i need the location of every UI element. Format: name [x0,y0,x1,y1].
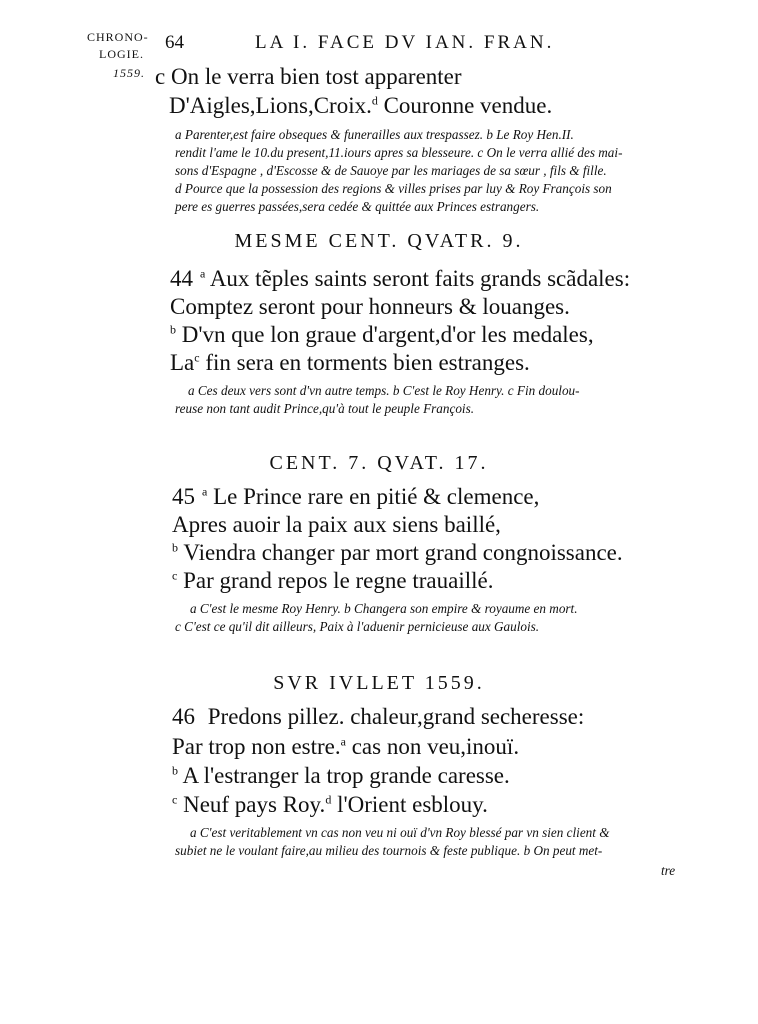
verse-text: Comptez seront pour honneurs & louanges. [170,294,570,319]
verse-line [170,292,570,321]
footnote-line: a Ces deux vers sont d'vn autre temps. b C'est le Roy Henry. c Fin doulou- [188,383,580,398]
footnote-line: reuse non tant audit Prince,qu'à tout le peuple François. [175,401,475,416]
verse-text: Le Prince rare en pitié & clemence, [213,484,540,509]
verse-text: D'vn que lon graue d'argent,d'or les medales, [181,322,594,347]
verse-text: cas non veu,inouï. [351,734,520,759]
footnote-line: subiet ne le voulant faire,au milieu des tournois & feste publique. b On peut met- [175,843,603,858]
verse-text: Apres auoir la paix aux siens baillé, [172,512,501,537]
page-number: 64 [165,32,184,53]
verse-text: Couronne vendue. [383,93,553,118]
catchword: tre [661,863,676,878]
note-mark: a [200,266,206,281]
verse-text: Par trop non estre. [172,734,341,759]
running-title: LA I. FACE DV IAN. FRAN. [255,32,555,53]
verse-text: Aux tẽples saints seront faits grands scãdales: [209,266,631,291]
verse-mark: c [155,64,166,89]
note-mark: d [325,792,332,807]
verse-text: l'Orient esblouy. [337,792,488,817]
verse-line [172,510,501,539]
footnote-line: d Pource que la possession des regions & villes prises par luy & Roy François son [175,181,612,196]
verse-line [170,348,530,377]
verse-text: A l'estranger la trop grande caresse. [182,763,510,788]
section-heading: MESME CENT. QVATR. 9. [234,230,524,252]
verse-line [172,538,623,567]
section-heading: CENT. 7. QVAT. 17. [269,452,489,474]
verse-text: Neuf pays Roy. [183,792,326,817]
verse-text: fin sera en torments bien estranges. [205,350,530,375]
footnote-line: a Parenter,est faire obseques & funerailles aux trespassez. b Le Roy Hen.II. [175,127,574,142]
footnote-line: sons d'Espagne , d'Escosse & de Sauoye par les mariages de sa sœur , fils & fille. [175,163,607,178]
verse-line [169,91,552,120]
footnote-line: pere es guerres passées,sera cedée & quittée aux Princes estrangers. [175,199,540,214]
verse-line [172,790,488,819]
verse-text: On le verra bien tost apparenter [170,64,462,89]
note-mark: c [172,568,178,583]
verse-line [155,62,462,91]
verse-line [170,264,630,293]
quatrain-number: 46 [172,704,195,729]
verse-line [172,761,510,790]
footnote-line: a C'est veritablement vn cas non veu ni ouï d'vn Roy blessé par vn sien client & [190,825,610,840]
footnote-line: rendit l'ame le 10.du present,11.iours apres sa blesseure. c On le verra allié des mai- [175,145,623,160]
note-mark: b [170,322,176,337]
verse-line [172,566,493,595]
quatrain-number: 44 [170,266,193,291]
note-mark: a [202,484,208,499]
note-mark: b [172,540,178,555]
verse-text: La [170,350,195,375]
note-mark: c [194,350,200,365]
note-mark: b [172,763,178,778]
margin-chronologie-line2: LOGIE. [99,47,144,61]
section-heading: SVR IVLLET 1559. [273,672,485,694]
quatrain-number: 45 [172,484,195,509]
verse-line [170,320,594,349]
footnote-line: a C'est le mesme Roy Henry. b Changera son empire & royaume en mort. [190,601,578,616]
note-mark: d [371,93,378,108]
verse-text: Viendra changer par mort grand congnoissance. [183,540,623,565]
note-mark: a [340,734,346,749]
verse-line [172,482,539,511]
verse-text: Predons pillez. chaleur,grand secheresse: [207,704,585,729]
footnote-line: c C'est ce qu'il dit ailleurs, Paix à l'aduenir pernicieuse aux Gaulois. [175,619,540,634]
verse-text: Par grand repos le regne trauaillé. [183,568,494,593]
margin-year: 1559. [113,66,145,80]
verse-line [172,732,519,761]
note-mark: c [172,792,178,807]
verse-text: D'Aigles,Lions,Croix. [169,93,372,118]
margin-chronologie-line1: CHRONO- [87,30,149,44]
verse-line [172,702,584,731]
